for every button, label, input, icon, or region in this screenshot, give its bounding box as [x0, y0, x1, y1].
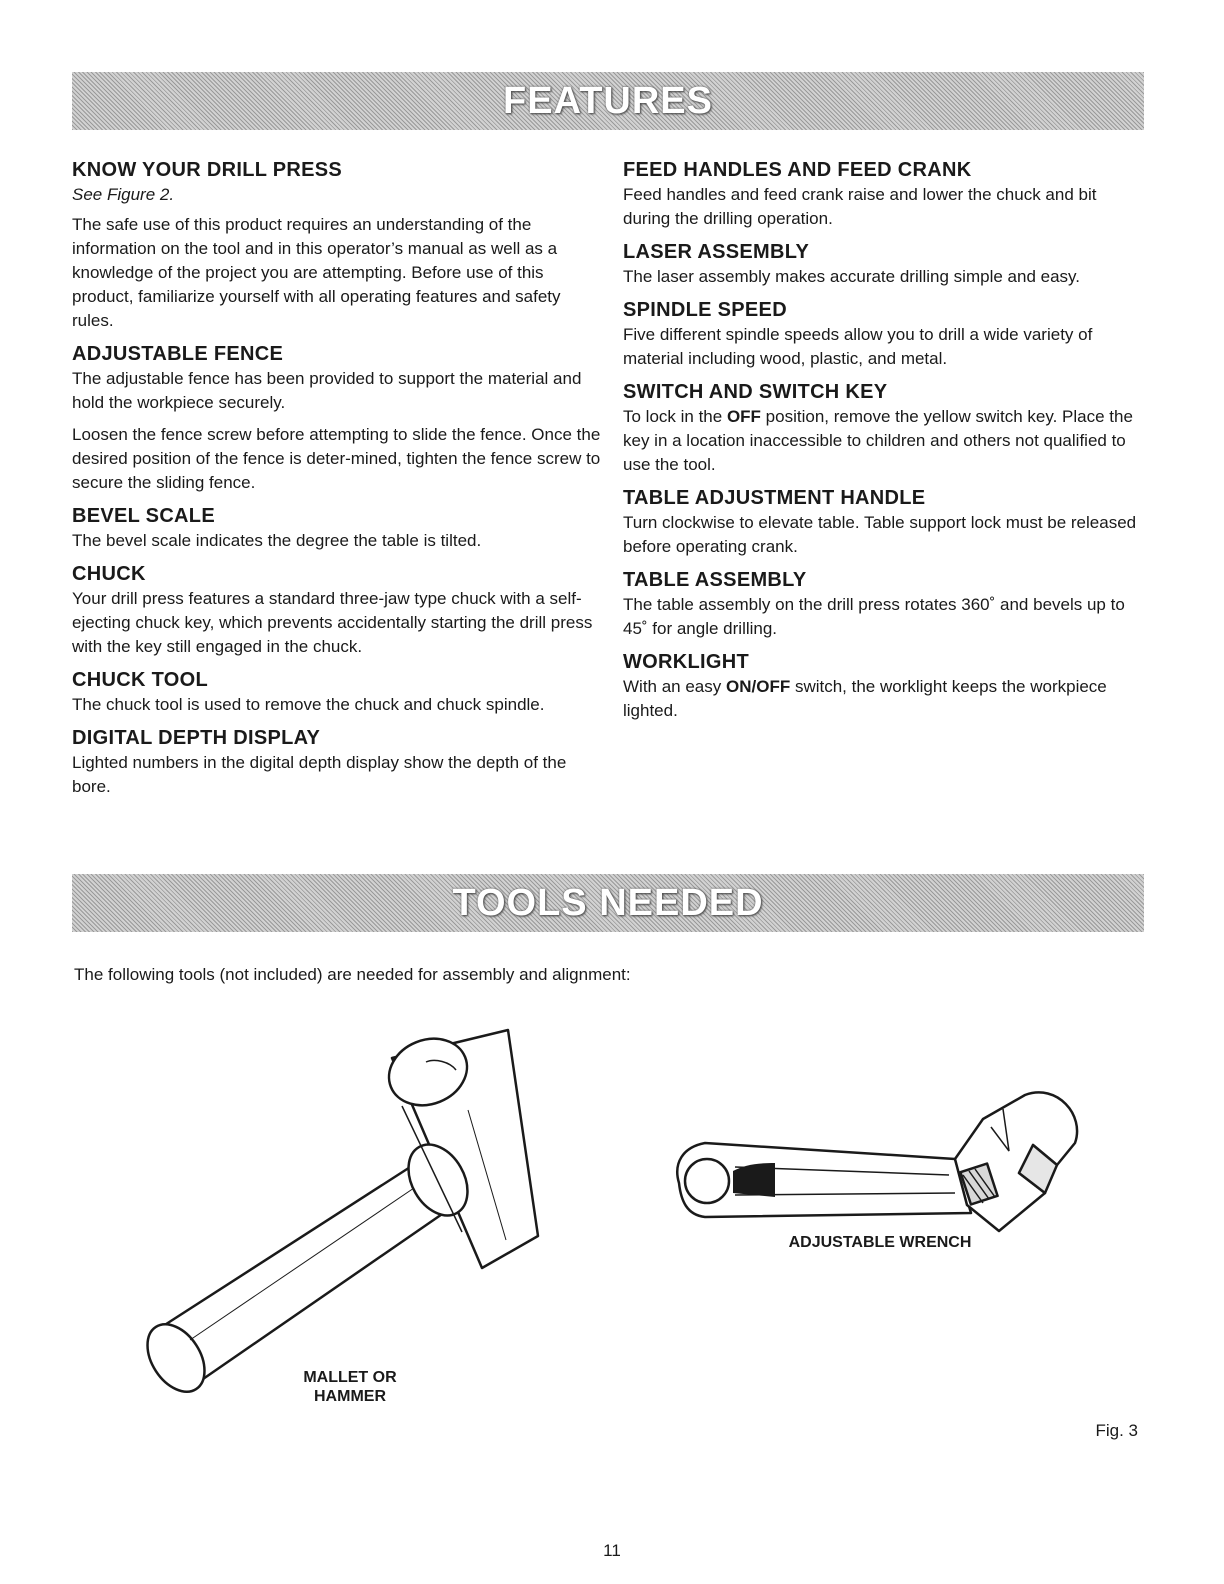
- mallet-label-line2: HAMMER: [314, 1388, 386, 1405]
- mallet-label: [280, 1368, 420, 1406]
- switch-text: [623, 405, 1145, 477]
- bevel-text: The bevel scale indicates the degree the table is tilted.: [72, 531, 482, 550]
- chuck-tool-title: CHUCK TOOL: [72, 669, 208, 691]
- table-asm-title: TABLE ASSEMBLY: [623, 569, 807, 591]
- fence-text-1: The adjustable fence has been provided to support the material and hold the workpiece securely.: [72, 369, 582, 412]
- table-adj-text: Turn clockwise to elevate table. Table support lock must be released before operating crank.: [623, 513, 1137, 556]
- chuck-text: Your drill press features a standard three-jaw type chuck with a self-ejecting chuck key, which prevents accidentally starting the drill press with the key still engaged in the chuck.: [72, 589, 593, 656]
- section-spindle-speed: [623, 297, 1145, 371]
- chuck-tool-text: The chuck tool is used to remove the chuck and chuck spindle.: [72, 695, 545, 714]
- wrench-label: ADJUSTABLE WRENCH: [788, 1234, 972, 1251]
- know-text: The safe use of this product requires an understanding of the information on the tool and in this operator’s manual as well as a knowledge of the project you are attempting. Before use of this product, familiarize yourself with all operating features and safety rules.: [72, 215, 561, 330]
- spindle-text: Five different spindle speeds allow you to drill a wide variety of material including wood, plastic, and metal.: [623, 325, 1093, 368]
- spindle-title: SPINDLE SPEED: [623, 299, 787, 321]
- section-know-your-drill-press: [72, 157, 602, 333]
- wrench-hang-hole: [685, 1159, 729, 1203]
- left-column: [72, 157, 602, 807]
- features-banner: [72, 72, 1144, 130]
- bevel-title: BEVEL SCALE: [72, 505, 215, 527]
- worklight-text-post: switch, the worklight keeps the workpiece lighted.: [623, 677, 1107, 720]
- chuck-title: CHUCK: [72, 563, 146, 585]
- table-adj-title: TABLE ADJUSTMENT HANDLE: [623, 487, 926, 509]
- section-switch-key: [623, 379, 1145, 477]
- depth-text: Lighted numbers in the digital depth display show the depth of the bore.: [72, 753, 567, 796]
- fence-text-2: Loosen the fence screw before attempting to slide the fence. Once the desired position of the fence is deter-mined, tighten the fence screw to secure the sliding fence.: [72, 425, 601, 492]
- section-table-adjustment-handle: [623, 485, 1145, 559]
- laser-title: LASER ASSEMBLY: [623, 241, 810, 263]
- table-asm-text: The table assembly on the drill press rotates 360˚ and bevels up to 45˚ for angle drilling.: [623, 595, 1125, 638]
- tools-needed-banner: [72, 874, 1144, 932]
- section-chuck: [72, 561, 602, 659]
- tools-intro: The following tools (not included) are needed for assembly and alignment:: [74, 965, 631, 984]
- mallet-label-line1: MALLET OR: [303, 1369, 397, 1386]
- depth-title: DIGITAL DEPTH DISPLAY: [72, 727, 321, 749]
- right-column: [623, 157, 1145, 731]
- laser-text: The laser assembly makes accurate drilling simple and easy.: [623, 267, 1080, 286]
- mallet-handle: [160, 1162, 448, 1388]
- section-laser-assembly: [623, 239, 1145, 289]
- worklight-title: WORKLIGHT: [623, 651, 750, 673]
- wrench-illustration: [665, 1075, 1085, 1235]
- switch-text-off: OFF: [726, 407, 761, 426]
- worklight-text: [623, 675, 1145, 723]
- section-adjustable-fence: [72, 341, 602, 495]
- feed-text: Feed handles and feed crank raise and lower the chuck and bit during the drilling operation.: [623, 185, 1097, 228]
- switch-text-pre: To lock in the: [623, 407, 727, 426]
- feed-title: FEED HANDLES AND FEED CRANK: [623, 159, 972, 181]
- section-digital-depth-display: [72, 725, 602, 799]
- know-title: KNOW YOUR DRILL PRESS: [72, 159, 343, 181]
- worklight-text-onoff: ON/OFF: [726, 677, 791, 696]
- fence-title: ADJUSTABLE FENCE: [72, 343, 284, 365]
- wrench-head: [955, 1092, 1077, 1231]
- figure-label: Fig. 3: [1095, 1421, 1138, 1440]
- section-table-assembly: [623, 567, 1145, 641]
- section-feed-handles: [623, 157, 1145, 231]
- switch-text-post: position, remove the yellow switch key. Place the key in a location inaccessible to children and others not qualified to use the tool.: [623, 407, 1133, 474]
- features-title: FEATURES: [503, 79, 713, 122]
- switch-title: SWITCH AND SWITCH KEY: [623, 381, 888, 403]
- page-number: 11: [603, 1541, 621, 1560]
- section-worklight: [623, 649, 1145, 723]
- know-ref: See Figure 2.: [72, 185, 175, 204]
- section-bevel-scale: [72, 503, 602, 553]
- tools-needed-title: TOOLS NEEDED: [452, 881, 764, 924]
- section-chuck-tool: [72, 667, 602, 717]
- worklight-text-pre: With an easy: [623, 677, 726, 696]
